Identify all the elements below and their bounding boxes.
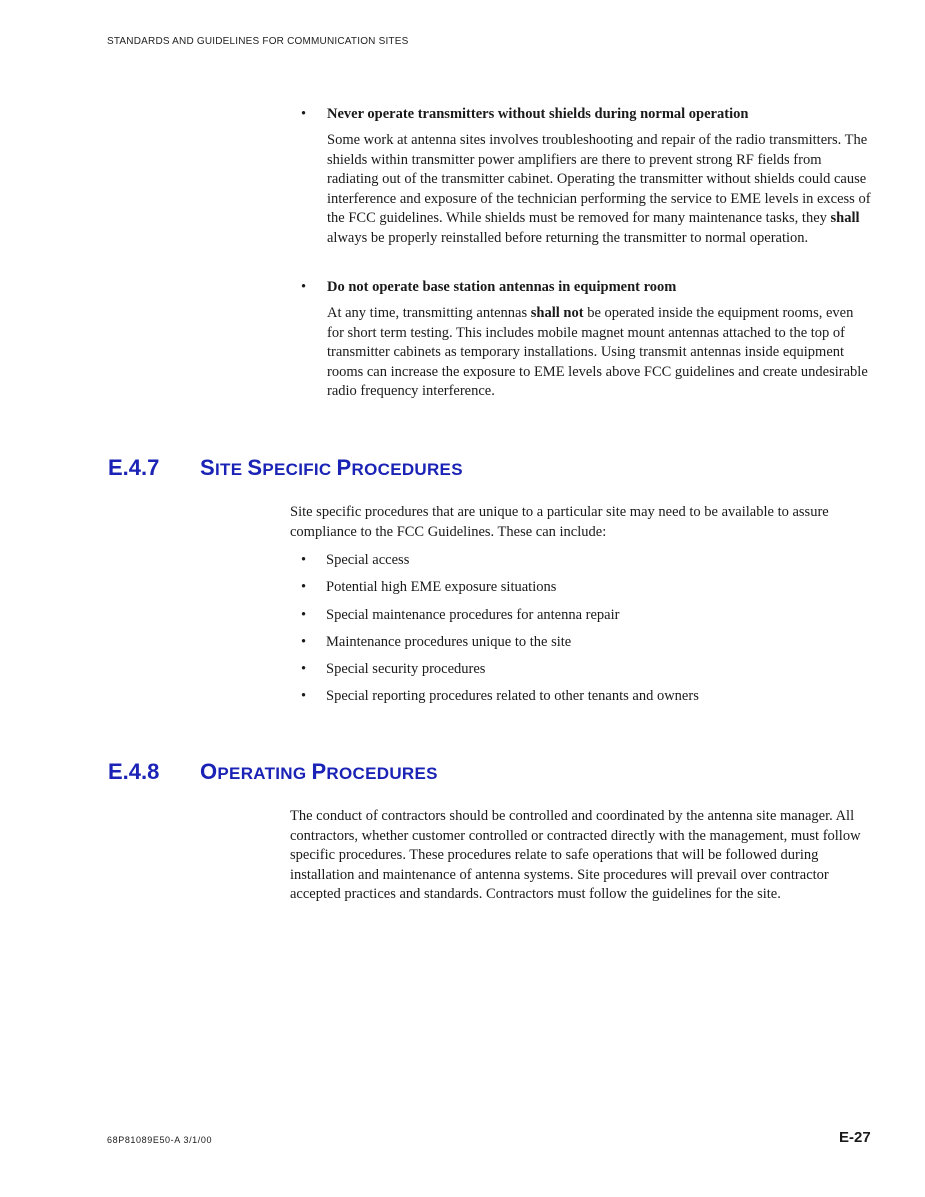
emphasis-text: shall not bbox=[530, 305, 584, 321]
title-cap: S bbox=[247, 455, 263, 480]
list-item-text: Maintenance procedures unique to the site bbox=[326, 633, 572, 650]
list-item-text: Special access bbox=[326, 552, 410, 568]
title-smallcaps: ROCEDURES bbox=[326, 764, 438, 783]
paragraph-text: be operated inside the equipment rooms, even for short term testing. This includes mobile magnet mount antennas attached to the top of transmitter cabinets as temporary installations. Using transmit antennas inside equipment rooms can increase the exposure to EME levels above FCC guidelines and create undesirable radio frequency interference. bbox=[327, 305, 868, 400]
title-smallcaps: PERATING bbox=[217, 764, 312, 783]
bullet-paragraph bbox=[327, 131, 872, 249]
bullet-heading: Never operate transmitters without shields during normal operation bbox=[327, 106, 749, 122]
paragraph-text: Some work at antenna sites involves troubleshooting and repair of the radio transmitters. The shields within transmitter power amplifiers are there to prevent strong RF fields from radiating out of the transmitter cabinet. Operating the transmitter without shields could cause interference and exposure of the technician performing the service to EME levels in excess of the FCC guidelines. While shields must be removed for many maintenance tasks, they bbox=[327, 132, 871, 227]
page-number: E-27 bbox=[839, 1129, 871, 1146]
bullet-dot: • bbox=[301, 688, 307, 705]
emphasis-text: shall bbox=[830, 210, 860, 227]
section-title bbox=[200, 455, 463, 481]
section-number: E.4.7 bbox=[108, 455, 160, 480]
bullet-dot: • bbox=[301, 552, 307, 568]
bullet-dot: • bbox=[301, 633, 307, 650]
bullet-dot: • bbox=[301, 661, 307, 678]
list-item-text: Potential high EME exposure situations bbox=[326, 579, 557, 596]
running-header bbox=[107, 36, 408, 47]
bullet-dot: • bbox=[301, 579, 307, 596]
title-smallcaps: ROCEDURES bbox=[351, 460, 463, 479]
paragraph-text: always be properly reinstalled before returning the transmitter to normal operation. bbox=[327, 229, 809, 246]
section-title bbox=[200, 759, 438, 785]
title-smallcaps: ITE bbox=[214, 460, 248, 479]
running-header-text: STANDARDS AND GUIDELINES FOR COMMUNICATION SITES bbox=[107, 36, 409, 47]
title-smallcaps: PECIFIC bbox=[262, 460, 337, 479]
list-item-text: Special maintenance procedures for antenna repair bbox=[326, 606, 620, 623]
bullet-dot: • bbox=[301, 106, 307, 122]
bullet-dot: • bbox=[301, 279, 307, 295]
list-item-text: Special reporting procedures related to other tenants and owners bbox=[326, 688, 699, 705]
list-item-text: Special security procedures bbox=[326, 661, 486, 678]
paragraph-text: At any time, transmitting antennas bbox=[327, 305, 531, 321]
bullet-dot: • bbox=[301, 606, 307, 623]
bullet-paragraph bbox=[327, 304, 872, 402]
footer-doc-id: 68P81089E50-A 3/1/00 bbox=[107, 1135, 213, 1145]
title-cap: S bbox=[200, 455, 215, 480]
title-cap: P bbox=[311, 759, 327, 784]
section-body: The conduct of contractors should be controlled and coordinated by the antenna site manager. All contractors, whether customer controlled or contracted directly with the management, must follow specific procedures. These procedures relate to safe operations that will be followed during installation and maintenance of antenna systems. Site procedures will prevail over contractor accepted practices and standards. Contractors must follow the guidelines for the site. bbox=[290, 808, 861, 903]
section-intro: Site specific procedures that are unique to a particular site may need to be available to assure compliance to the FCC Guidelines. These can include: bbox=[290, 504, 829, 540]
section-number: E.4.8 bbox=[108, 759, 160, 784]
title-cap: P bbox=[336, 455, 352, 480]
bullet-heading: Do not operate base station antennas in equipment room bbox=[327, 279, 677, 295]
title-cap: O bbox=[200, 759, 218, 784]
